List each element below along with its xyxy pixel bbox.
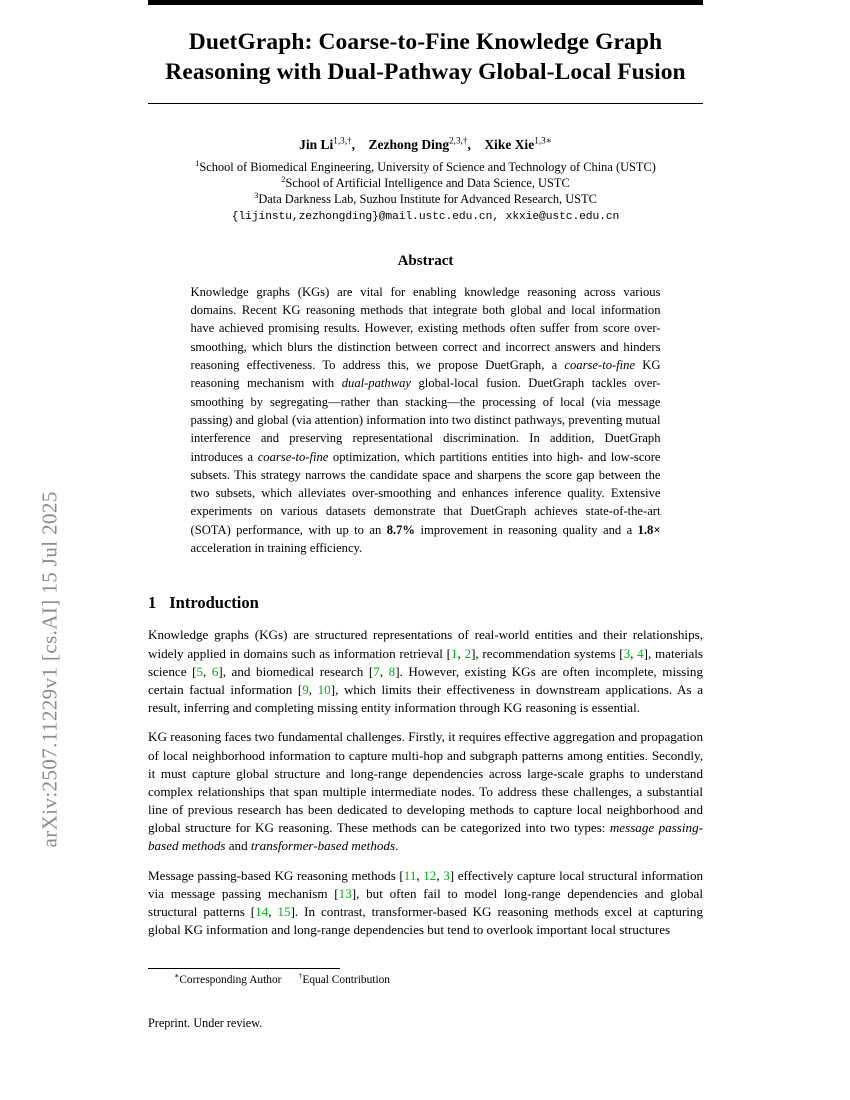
paper-title-line-2: Reasoning with Dual-Pathway Global-Local Fusion bbox=[165, 59, 686, 86]
equal-contribution-note: Equal Contribution bbox=[302, 974, 390, 986]
body-text: global-local fusion. DuetGraph tackles over-smoothing by segregating—rather than stacking—the processing of local (via message passing) and global (via attention) information into two distinct pathways, preventing mutual interference and preserving representational discrimination. In addition, DuetGraph introduces a bbox=[190, 376, 661, 464]
body-text: Message passing-based KG reasoning methods [ bbox=[148, 867, 404, 883]
body-text: ], but often fail to model long-range dependencies and global structural patterns [ bbox=[148, 885, 703, 920]
body-text: , bbox=[630, 645, 638, 661]
author-affiliation-mark: 1,3∗ bbox=[534, 135, 552, 146]
citation-link[interactable]: 14 bbox=[255, 904, 269, 920]
body-text: ], materials science [ bbox=[148, 645, 703, 679]
strong-text: 1.8× bbox=[637, 522, 661, 537]
body-text: KG reasoning faces two fundamental challenges. Firstly, it requires effective aggregation and propagation of local neighborhood information to capture multi-hop and subgraph patterns among entities. Secondly, it must capture global structure and long-range dependencies across large-scale graphs to understand complex relationships that span multiple intermediate nodes. To address these challenges, a substantial line of previous research has been dedicated to developing methods to capture local neighborhood and global structure for KG reasoning. These methods can be categorized into two types: bbox=[148, 729, 703, 836]
citation-link[interactable]: 9 bbox=[302, 681, 309, 697]
affiliation-mark: 2 bbox=[281, 173, 286, 184]
author-affiliation-mark: 2,3,† bbox=[449, 135, 468, 146]
body-text: , bbox=[379, 663, 389, 679]
footnote-block bbox=[148, 968, 703, 986]
footnote-text bbox=[148, 971, 703, 986]
affiliation-text: Data Darkness Lab, Suzhou Institute for Advanced Research, USTC bbox=[258, 192, 597, 207]
affiliation-mark: 3 bbox=[254, 190, 259, 201]
body-text: , bbox=[203, 663, 212, 679]
section-heading-introduction bbox=[148, 593, 703, 613]
citation-link[interactable]: 1 bbox=[451, 645, 458, 661]
paper-title-line-1: DuetGraph: Coarse-to-Fine Knowledge Graph bbox=[188, 29, 663, 55]
author-name: Xike Xie bbox=[484, 137, 535, 153]
body-text: optimization, which partitions entities into high- and low-score subsets. This strategy narrows the candidate space and sharpens the score gap between the two subsets, which alleviates over-smoothing and enhances inference quality. Extensive experiments on various datasets demonstrate that DuetGraph achieves state-of-the-art (SOTA) performance, with up to an bbox=[190, 449, 661, 537]
citation-link[interactable]: 3 bbox=[623, 645, 631, 661]
body-text: ], recommendation systems [ bbox=[471, 645, 624, 661]
abstract-heading: Abstract bbox=[397, 252, 454, 269]
body-text: , bbox=[268, 904, 278, 920]
emphasis-text: coarse-to-fine bbox=[564, 357, 636, 372]
body-text: ], which limits their effectiveness in downstream applications. As a result, inferring and completing missing entity information through KG reasoning is essential. bbox=[148, 681, 704, 716]
corresponding-author-mark: ∗ bbox=[174, 971, 180, 981]
body-text: and bbox=[225, 838, 251, 854]
body-text: , bbox=[308, 681, 318, 697]
citation-link[interactable]: 3 bbox=[443, 867, 450, 883]
author-list bbox=[148, 135, 703, 155]
introduction-section bbox=[148, 593, 703, 939]
author-separator: , bbox=[351, 137, 369, 153]
affiliation-mark: 1 bbox=[195, 157, 200, 168]
affiliation-line bbox=[148, 175, 703, 191]
body-text: ]. However, existing KGs are often incomplete, missing certain factual information [ bbox=[148, 663, 703, 697]
body-text: , bbox=[457, 645, 465, 661]
citation-link[interactable]: 13 bbox=[338, 885, 352, 901]
author-name: Jin Li bbox=[299, 137, 334, 153]
body-text: , bbox=[416, 867, 424, 883]
author-name: Zezhong Ding bbox=[368, 137, 450, 153]
emphasis-text: dual-pathway bbox=[341, 376, 411, 391]
emphasis-text: coarse-to-fine bbox=[257, 449, 329, 464]
affiliation-text: School of Artificial Intelligence and Data Science, USTC bbox=[285, 175, 570, 190]
page-title bbox=[148, 27, 703, 87]
affiliation-line bbox=[148, 159, 703, 175]
body-paragraph bbox=[148, 728, 703, 855]
emphasis-text: message passing-based methods bbox=[148, 820, 703, 854]
body-text: Knowledge graphs (KGs) are structured representations of real-world entities and their relationships, widely applied in domains such as information retrieval [ bbox=[148, 627, 703, 661]
citation-link[interactable]: 4 bbox=[637, 645, 644, 661]
citation-link[interactable]: 7 bbox=[373, 663, 380, 679]
citation-link[interactable]: 15 bbox=[277, 904, 291, 920]
body-paragraph bbox=[148, 626, 703, 717]
body-text: acceleration in training efficiency. bbox=[190, 541, 363, 556]
citation-link[interactable]: 6 bbox=[211, 663, 219, 679]
introduction-paragraphs bbox=[148, 626, 703, 939]
body-text: ], and biomedical research [ bbox=[218, 663, 374, 679]
body-text: ] effectively capture local structural information via message passing mechanism [ bbox=[148, 867, 704, 901]
body-text: ]. In contrast, transformer-based KG reasoning methods excel at capturing global KG information and long-range dependencies but tend to overlook important local structures bbox=[148, 904, 703, 938]
abstract-block bbox=[148, 253, 703, 558]
section-title: Introduction bbox=[169, 593, 259, 613]
title-block bbox=[148, 5, 703, 103]
citation-link[interactable]: 10 bbox=[317, 681, 331, 697]
preprint-status: Preprint. Under review. bbox=[148, 1016, 263, 1030]
body-text: . bbox=[395, 838, 399, 854]
body-text: KG reasoning mechanism with bbox=[190, 357, 661, 391]
affiliation-text: School of Biomedical Engineering, University of Science and Technology of China (USTC) bbox=[199, 159, 656, 174]
author-affiliation-mark: 1,3,† bbox=[333, 135, 352, 146]
citation-link[interactable]: 8 bbox=[388, 663, 396, 679]
body-paragraph bbox=[148, 867, 703, 940]
affiliation-line bbox=[148, 191, 703, 207]
arxiv-stamp-text: arXiv:2507.11229v1 [cs.AI] 15 Jul 2025 bbox=[37, 491, 62, 848]
corresponding-author-note: Corresponding Author bbox=[179, 974, 282, 986]
citation-link[interactable]: 12 bbox=[423, 867, 437, 883]
author-emails: {lijinstu,zezhongding}@mail.ustc.edu.cn, xkxie@ustc.edu.cn bbox=[231, 210, 620, 223]
authors-block bbox=[148, 135, 703, 222]
section-number: 1 bbox=[148, 593, 157, 613]
body-text: , bbox=[436, 867, 444, 883]
strong-text: 8.7% bbox=[386, 522, 416, 537]
footnote-rule bbox=[148, 968, 340, 969]
equal-contribution-mark: † bbox=[298, 971, 303, 981]
arxiv-stamp bbox=[0, 0, 90, 1100]
body-text: Knowledge graphs (KGs) are vital for enabling knowledge reasoning across various domains. Recent KG reasoning methods that integrate both global and local information have achieved promising results. However, existing methods often suffer from score over-smoothing, which blurs the distinction between correct and incorrect answers and hinders reasoning effectiveness. To address this, we propose DuetGraph, a bbox=[190, 284, 661, 372]
body-text: improvement in reasoning quality and a bbox=[415, 522, 638, 537]
affiliation-list bbox=[148, 159, 703, 208]
author-separator: , bbox=[467, 137, 485, 153]
abstract-body bbox=[191, 283, 661, 558]
footer-block bbox=[148, 1016, 703, 1031]
emphasis-text: transformer-based methods bbox=[250, 838, 396, 854]
citation-link[interactable]: 11 bbox=[403, 867, 417, 883]
citation-link[interactable]: 5 bbox=[196, 663, 203, 679]
citation-link[interactable]: 2 bbox=[464, 645, 472, 661]
paper-page bbox=[148, 0, 703, 1100]
title-bottom-rule bbox=[148, 103, 703, 104]
